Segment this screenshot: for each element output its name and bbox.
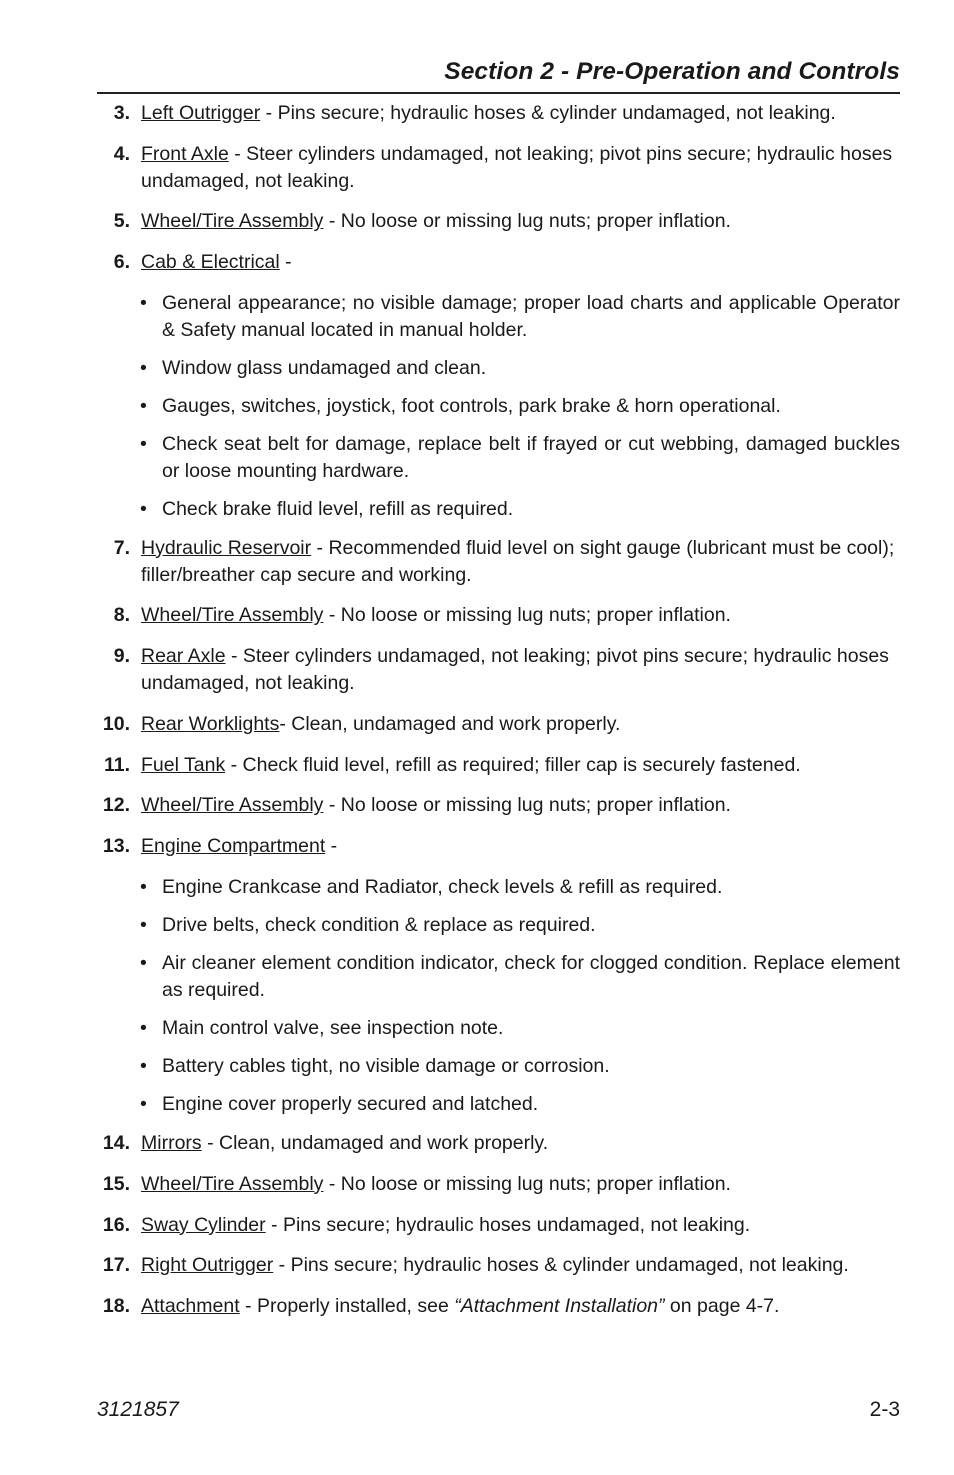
item-term: Wheel/Tire Assembly — [141, 1172, 324, 1195]
bullet-item — [97, 496, 900, 523]
checklist-item-10 — [97, 711, 900, 738]
item-text: - Pins secure; hydraulic hoses & cylinder undamaged, not leaking. — [260, 102, 836, 124]
section-title: Section 2 - Pre-Operation and Controls — [444, 58, 900, 85]
bullet-text: General appearance; no visible damage; proper load charts and applicable Operator & Safety manual located in manual holder. — [162, 291, 900, 341]
checklist-item-4 — [97, 141, 900, 195]
item-number: 10. — [102, 712, 130, 735]
item-term: Rear Axle — [141, 645, 226, 668]
item-text: - No loose or missing lug nuts; proper inflation. — [323, 1172, 731, 1195]
bullet-item — [97, 912, 900, 939]
bullet-text: Gauges, switches, joystick, foot controls, park brake & horn operational. — [162, 394, 781, 417]
page-header — [97, 58, 900, 94]
item-text-after: on page 4-7. — [664, 1295, 780, 1318]
item-term: Wheel/Tire Assembly — [141, 794, 324, 817]
bullet-item — [97, 950, 900, 1004]
bullet-dot: • — [140, 1093, 147, 1116]
item-term: Mirrors — [141, 1131, 202, 1154]
bullet-item — [97, 1091, 900, 1118]
page-number: 2-3 — [869, 1398, 900, 1421]
bullet-item — [97, 355, 900, 382]
item-number: 14. — [102, 1131, 130, 1154]
bullet-dot: • — [140, 914, 147, 937]
document-number: 3121857 — [97, 1398, 179, 1421]
item-text: - Properly installed, see — [239, 1295, 455, 1318]
bullet-text: Check seat belt for damage, replace belt if frayed or cut webbing, damaged buckles or loose mounting hardware. — [162, 433, 900, 482]
bullet-text: Check brake fluid level, refill as required. — [162, 497, 514, 520]
item-number: 9. — [113, 645, 130, 668]
item-text: - Clean, undamaged and work properly. — [279, 712, 621, 735]
item-term: Front Axle — [141, 142, 229, 165]
checklist-item-15 — [97, 1171, 900, 1198]
bullet-text: Engine Crankcase and Radiator, check levels & refill as required. — [162, 875, 723, 898]
checklist-item-8 — [97, 602, 900, 629]
item-term: Rear Worklights — [141, 712, 280, 735]
item-number: 16. — [102, 1213, 130, 1236]
bullet-text: Battery cables tight, no visible damage or corrosion. — [162, 1055, 610, 1078]
item-term: Attachment — [141, 1295, 240, 1318]
bullet-dot: • — [140, 356, 147, 379]
item-number: 18. — [102, 1295, 130, 1318]
engine-compartment-bullets — [97, 874, 900, 1118]
checklist-item-3 — [97, 100, 900, 127]
bullet-text: Drive belts, check condition & replace as required. — [162, 914, 596, 937]
item-text: - Pins secure; hydraulic hoses & cylinder undamaged, not leaking. — [273, 1254, 849, 1277]
bullet-text: Window glass undamaged and clean. — [162, 356, 487, 379]
item-text: - Steer cylinders undamaged, not leaking; pivot pins secure; hydraulic hoses undamaged, not leaking. — [141, 645, 889, 694]
cab-electrical-bullets — [97, 290, 900, 523]
bullet-item — [97, 1053, 900, 1080]
item-text: - No loose or missing lug nuts; proper inflation. — [323, 604, 731, 627]
bullet-item — [97, 393, 900, 420]
checklist — [97, 100, 900, 1334]
item-text: - — [279, 251, 292, 274]
item-term: Left Outrigger — [141, 102, 261, 124]
bullet-item — [97, 874, 900, 901]
item-number: 11. — [103, 753, 130, 776]
bullet-text: Main control valve, see inspection note. — [162, 1017, 504, 1039]
checklist-item-5 — [97, 208, 900, 235]
item-number: 6. — [113, 251, 130, 274]
bullet-dot: • — [140, 291, 147, 314]
checklist-item-17 — [97, 1252, 900, 1279]
item-number: 12. — [102, 794, 130, 817]
checklist-item-13 — [97, 833, 900, 860]
item-term: Hydraulic Reservoir — [141, 536, 312, 559]
checklist-item-12 — [97, 792, 900, 819]
item-term: Wheel/Tire Assembly — [141, 210, 324, 233]
bullet-dot: • — [140, 1055, 147, 1078]
item-text: - Check fluid level, refill as required; filler cap is securely fastened. — [225, 753, 801, 776]
item-term: Cab & Electrical — [141, 251, 280, 274]
checklist-item-9 — [97, 643, 900, 697]
item-term: Wheel/Tire Assembly — [141, 604, 324, 627]
item-text: - Recommended fluid level on sight gauge (lubricant must be cool); filler/breather cap secure and working. — [141, 536, 895, 586]
item-term: Sway Cylinder — [141, 1213, 266, 1236]
bullet-item — [97, 431, 900, 485]
page-footer — [97, 1398, 900, 1422]
item-number: 17. — [102, 1254, 130, 1277]
item-number: 7. — [113, 536, 130, 559]
item-text: - Steer cylinders undamaged, not leaking; pivot pins secure; hydraulic hoses undamaged, not leaking. — [141, 142, 893, 192]
bullet-dot: • — [140, 433, 147, 456]
item-number: 3. — [113, 102, 130, 124]
checklist-item-7 — [97, 535, 900, 589]
item-number: 13. — [102, 835, 130, 858]
item-term: Right Outrigger — [141, 1254, 274, 1277]
bullet-text: Air cleaner element condition indicator, check for clogged condition. Replace element as required. — [162, 952, 900, 1001]
bullet-dot: • — [140, 497, 147, 520]
item-text: - Pins secure; hydraulic hoses undamaged, not leaking. — [265, 1213, 751, 1236]
bullet-dot: • — [140, 952, 147, 975]
checklist-item-16 — [97, 1212, 900, 1239]
checklist-item-14 — [97, 1130, 900, 1157]
item-number: 15. — [102, 1172, 130, 1195]
item-term: Engine Compartment — [141, 835, 326, 858]
checklist-item-18 — [97, 1293, 900, 1320]
item-text: - No loose or missing lug nuts; proper inflation. — [323, 794, 731, 817]
item-number: 4. — [113, 142, 130, 165]
item-number: 8. — [113, 604, 130, 627]
checklist-item-11 — [97, 752, 900, 779]
checklist-item-6 — [97, 249, 900, 276]
item-text: - No loose or missing lug nuts; proper inflation. — [323, 210, 731, 233]
bullet-item — [97, 290, 900, 344]
item-number: 5. — [113, 210, 130, 233]
bullet-dot: • — [140, 394, 147, 417]
bullet-dot: • — [140, 1017, 147, 1039]
item-term: Fuel Tank — [141, 753, 226, 776]
cross-reference: “Attachment Installation” — [454, 1295, 665, 1318]
bullet-dot: • — [140, 875, 147, 898]
item-text: - — [325, 835, 338, 858]
bullet-text: Engine cover properly secured and latched. — [162, 1093, 539, 1116]
bullet-item — [97, 1015, 900, 1042]
item-text: - Clean, undamaged and work properly. — [201, 1131, 549, 1154]
